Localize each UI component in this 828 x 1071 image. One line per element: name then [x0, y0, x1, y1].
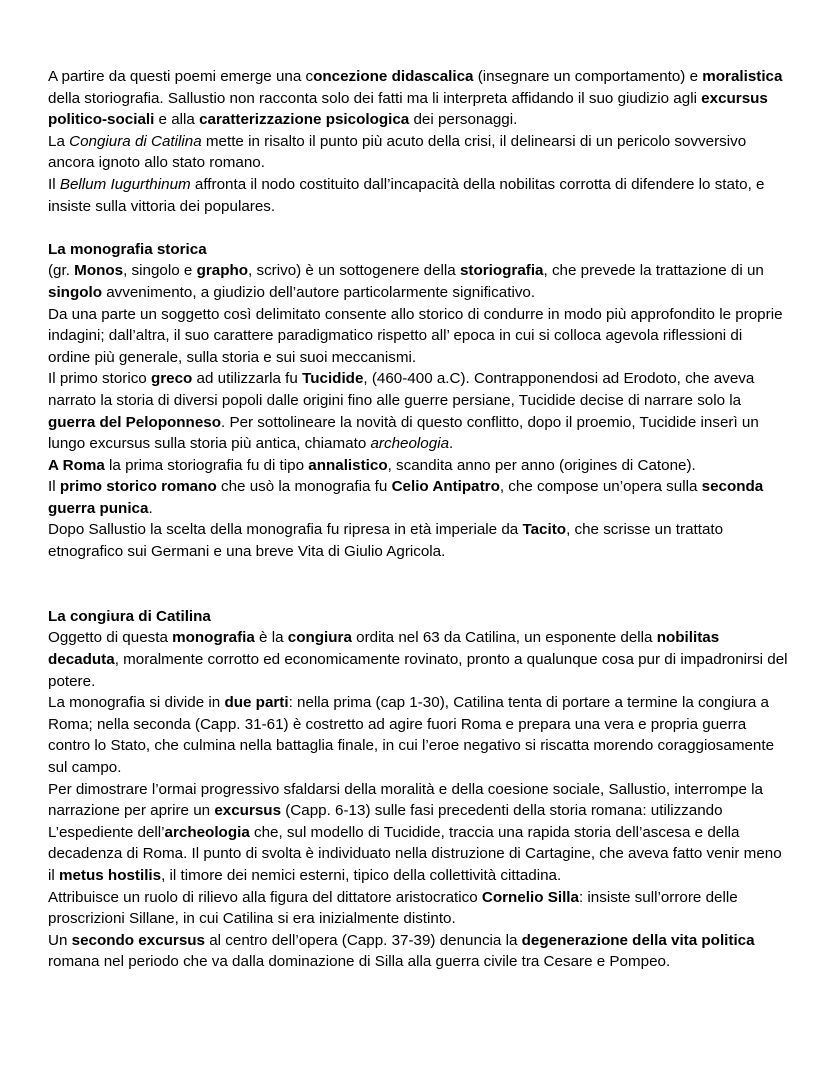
bold-term: grapho — [196, 262, 249, 280]
text-run: ad utilizzarla fu — [192, 370, 303, 388]
text-run: Il primo storico — [48, 370, 151, 388]
text-run: Il — [48, 175, 60, 193]
text-run: avvenimento, a giudizio dell’autore particolarmente significativo. — [102, 283, 536, 301]
document-page — [48, 66, 788, 973]
text-run: La monografia si divide in — [48, 694, 225, 712]
bold-term: primo storico romano — [59, 478, 217, 496]
bold-term: greco — [150, 370, 193, 388]
intro-paragraph-2 — [48, 131, 788, 174]
bold-term: Cornelio Silla — [481, 888, 579, 906]
monografia-paragraph-4 — [48, 455, 788, 477]
congiura-paragraph-5 — [48, 930, 788, 973]
text-run: al centro dell’opera (Capp. 37-39) denuncia la — [205, 931, 522, 949]
text-run: che, sul modello di Tucidide, traccia una rapida storia dell’ascesa e della decadenza di Roma. Il punto di svolta è individuato nella distruzione di Cartagine, che aveva fatto venir meno il — [48, 823, 782, 884]
intro-paragraph-1 — [48, 66, 788, 131]
bold-term: excursus — [214, 802, 282, 820]
bold-term: guerra del Peloponneso — [48, 413, 222, 431]
monografia-paragraph-1 — [48, 260, 788, 303]
bold-term: seconda guerra punica — [48, 478, 764, 517]
intro-paragraph-3 — [48, 174, 788, 217]
section-heading-congiura: La congiura di Catilina — [48, 607, 211, 625]
text-run: (insegnare un comportamento) e — [473, 68, 703, 85]
text-run: , che scrisse un trattato etnografico sui Germani e una breve Vita di Giulio Agricola. — [48, 521, 724, 561]
congiura-paragraph-2 — [48, 692, 788, 778]
bold-term: singolo — [48, 283, 102, 301]
text-run: Un — [48, 931, 72, 949]
bold-term: Celio Antipatro — [391, 478, 500, 496]
text-run: mette in risalto il punto più acuto della crisi, il delinearsi di un pericolo sovversivo ancora ignoto allo stato romano. — [48, 132, 747, 172]
text-run: . — [449, 435, 454, 453]
bold-term: congiura — [287, 629, 352, 647]
bold-term: nobilitas decaduta — [48, 629, 720, 669]
text-run: La — [48, 132, 70, 150]
text-run: Dopo Sallustio la scelta della monografia fu ripresa in età imperiale da — [48, 521, 523, 539]
text-run: romana nel periodo che va dalla dominazione di Silla alla guerra civile tra Cesare e Pompeo. — [48, 953, 671, 971]
paragraph-spacer — [48, 563, 788, 606]
text-run: è la — [254, 629, 288, 647]
paragraph-spacer — [48, 217, 788, 239]
text-run: , singolo e — [123, 262, 197, 280]
bold-term: secondo excursus — [71, 931, 206, 949]
text-run: Oggetto di questa — [48, 629, 173, 647]
bold-term: caratterizzazione psicologica — [199, 111, 410, 129]
text-run: la prima storiografia fu di tipo — [104, 456, 309, 474]
bold-term: due parti — [224, 694, 289, 712]
monografia-paragraph-5 — [48, 476, 788, 519]
congiura-paragraph-1 — [48, 627, 788, 692]
monografia-paragraph-3 — [48, 368, 788, 454]
text-run: (Capp. 6-13) sulle fasi precedenti della storia romana: utilizzando L’espediente dell’ — [48, 802, 723, 841]
text-run: . Per sottolineare la novità di questo conflitto, dopo il proemio, Tucidide inserì un lungo excursus sulla storia più antica, chiamato — [48, 413, 759, 453]
italic-title: Bellum Iugurthinum — [59, 175, 191, 193]
bold-term: degenerazione della vita politica — [521, 931, 755, 949]
text-run: che usò la monografia fu — [216, 478, 392, 496]
monografia-paragraph-2: Da una parte un soggetto così delimitato consente allo storico di condurre in modo più approfondito le proprie indagini; dall’altra, il suo carattere paradigmatico rispetto all’ epoca in cui si colloca agevola riflessioni di ordine più generale, sulla storia e sui suoi meccanismi. — [48, 305, 783, 366]
text-run: dei personaggi. — [409, 111, 518, 129]
congiura-paragraph-4 — [48, 887, 788, 930]
bold-term: moralistica — [702, 68, 783, 85]
text-run: . — [148, 499, 153, 517]
bold-term: monografia — [172, 629, 255, 647]
text-run: , scrivo) è un sottogenere della — [248, 262, 460, 280]
bold-term: A Roma — [48, 456, 105, 474]
congiura-paragraph-3 — [48, 779, 788, 887]
text-run: e alla — [154, 111, 200, 129]
bold-term: archeologia — [164, 823, 250, 841]
monografia-paragraph-6 — [48, 519, 788, 562]
text-run: , moralmente corrotto ed economicamente rovinato, pronto a qualunque cosa pur di impadronirsi del potere. — [48, 651, 788, 690]
text-run: : insiste sull’orrore delle proscrizioni Sillane, in cui Catilina si era inizialmente distinto. — [48, 888, 738, 928]
italic-term: archeologia — [370, 435, 450, 453]
bold-term: Tacito — [522, 521, 567, 539]
bold-term: metus hostilis — [58, 866, 162, 884]
text-run: , il timore dei nemici esterni, tipico della collettività cittadina. — [161, 866, 562, 884]
section-heading-monografia: La monografia storica — [48, 240, 207, 258]
text-run: Attribuisce un ruolo di rilievo alla figura del dittatore aristocratico — [48, 888, 482, 906]
text-run: affronta il nodo costituito dall’incapacità della nobilitas corrotta di difendere lo stato, e insiste sulla vittoria dei populares. — [48, 175, 765, 215]
text-run: : nella prima (cap 1-30), Catilina tenta di portare a termine la congiura a Roma; nella seconda (Capp. 31-61) è costretto ad agire fuori Roma e prepara una vera e propria guerra contro lo Stato, che culmina nella battaglia finale, in cui l’eroe negativo si riscatta morendo coraggiosamente sul campo. — [48, 694, 775, 776]
text-run: , che prevede la trattazione di un — [543, 262, 764, 280]
text-run: , che compose un’opera sulla — [499, 478, 702, 496]
text-run: ordita nel 63 da Catilina, un esponente della — [351, 629, 657, 647]
text-run: , scandita anno per anno (origines di Catone). — [387, 456, 696, 474]
text-run: A partire da questi poemi emerge una c — [48, 68, 314, 85]
bold-term: Monos — [74, 262, 124, 280]
bold-term: Tucidide — [302, 370, 364, 388]
italic-title: Congiura di Catilina — [69, 132, 202, 150]
text-run: Per dimostrare l’ormai progressivo sfaldarsi della moralità e della coesione sociale, Sallustio, interrompe la narrazione per aprire un — [48, 780, 763, 820]
bold-term: oncezione didascalica — [313, 68, 474, 85]
bold-term: annalistico — [308, 456, 388, 474]
text-run: (gr. — [48, 262, 75, 280]
text-run: , (460-400 a.C). Contrapponendosi ad Erodoto, che aveva narrato la storia di diversi popoli dalle origini fino alle guerre persiane, Tucidide decise di narrare solo la — [48, 370, 755, 409]
bold-term: storiografia — [459, 262, 544, 280]
text-run: Il — [48, 478, 60, 496]
text-run: della storiografia. Sallustio non racconta solo dei fatti ma li interpreta affidando il suo giudizio agli — [48, 89, 702, 107]
bold-term: excursus politico-sociali — [48, 89, 768, 129]
